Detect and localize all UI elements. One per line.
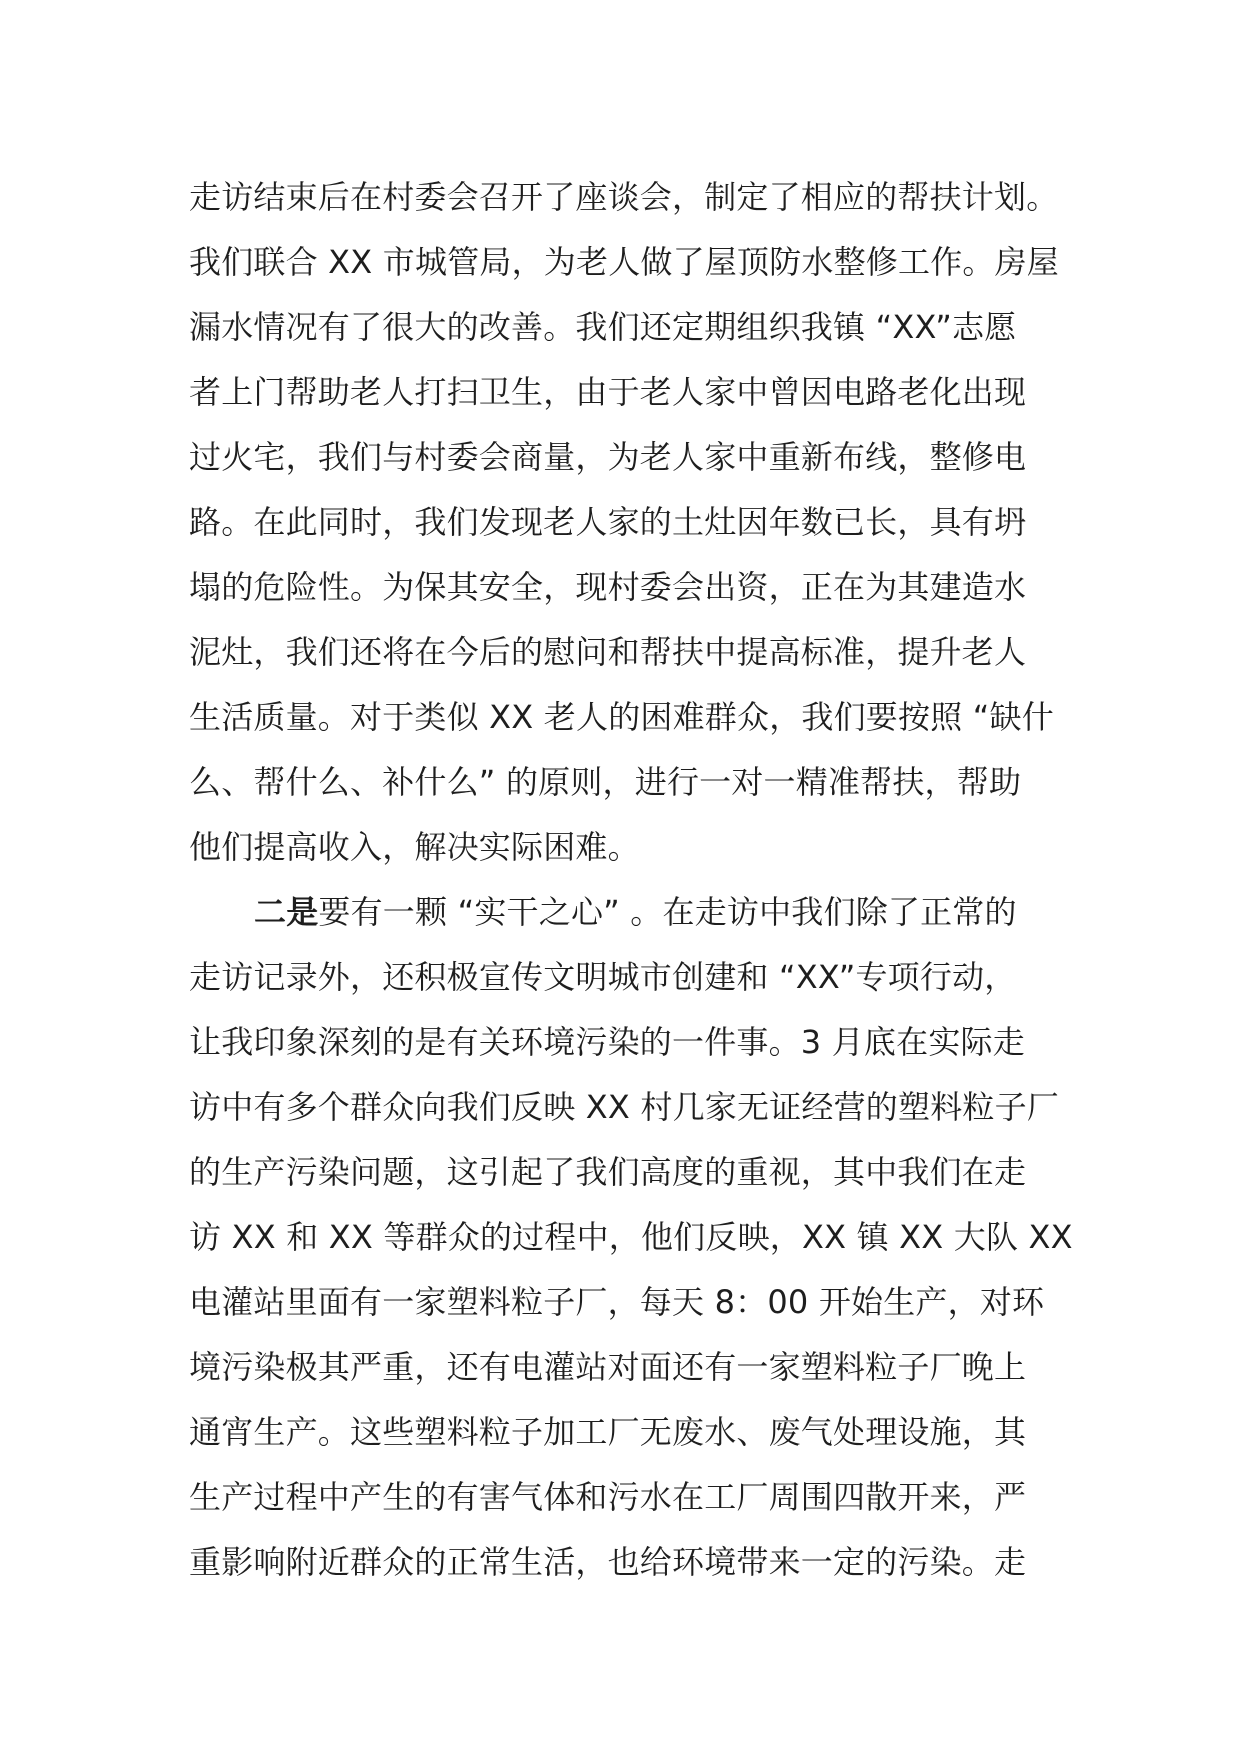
text-line: 通宵生产。这些塑料粒子加工厂无废水、废气处理设施，其 — [189, 1413, 1027, 1451]
text-line: 电灌站里面有一家塑料粒子厂，每天 8：00 开始生产，对环 — [189, 1283, 1045, 1321]
text-line: 走访记录外，还积极宣传文明城市创建和 “XX”专项行动， — [189, 958, 1017, 996]
body-text — [189, 165, 1073, 1595]
text-line: 他们提高收入，解决实际困难。 — [189, 828, 640, 866]
text-line: 访中有多个群众向我们反映 XX 村几家无证经营的塑料粒子厂 — [189, 1088, 1059, 1126]
text-line: 塌的危险性。为保其安全，现村委会出资，正在为其建造水 — [189, 568, 1027, 606]
text-line: 泥灶，我们还将在今后的慰问和帮扶中提高标准，提升老人 — [189, 633, 1027, 671]
text-line: 漏水情况有了很大的改善。我们还定期组织我镇 “XX”志愿 — [189, 308, 1017, 346]
text-line: 走访结束后在村委会召开了座谈会，制定了相应的帮扶计划。 — [189, 178, 1059, 216]
paragraph-2 — [189, 880, 1073, 1595]
text-line: 境污染极其严重，还有电灌站对面还有一家塑料粒子厂晚上 — [189, 1348, 1027, 1386]
paragraph-first-line-text: 要有一颗 “实干之心” 。在走访中我们除了正常的 — [318, 893, 1017, 931]
paragraph-lead: 二是 — [254, 893, 319, 931]
text-line: 过火宅，我们与村委会商量，为老人家中重新布线，整修电 — [189, 438, 1027, 476]
text-line: 生活质量。对于类似 XX 老人的困难群众，我们要按照 “缺什 — [189, 698, 1054, 736]
paragraph-1 — [189, 165, 1069, 880]
text-line: 么、帮什么、补什么” 的原则，进行一对一精准帮扶，帮助 — [189, 763, 1022, 801]
text-line: 的生产污染问题，这引起了我们高度的重视，其中我们在走 — [189, 1153, 1027, 1191]
text-line: 我们联合 XX 市城管局，为老人做了屋顶防水整修工作。房屋 — [189, 243, 1059, 281]
text-line: 重影响附近群众的正常生活，也给环境带来一定的污染。走 — [189, 1543, 1027, 1581]
text-line: 生产过程中产生的有害气体和污水在工厂周围四散开来，严 — [189, 1478, 1027, 1516]
text-line: 让我印象深刻的是有关环境污染的一件事。3 月底在实际走 — [189, 1023, 1025, 1061]
text-line: 者上门帮助老人打扫卫生，由于老人家中曾因电路老化出现 — [189, 373, 1027, 411]
paragraph-first-line — [189, 880, 1069, 945]
text-line: 访 XX 和 XX 等群众的过程中，他们反映，XX 镇 XX 大队 XX — [189, 1218, 1073, 1256]
text-line: 路。在此同时，我们发现老人家的土灶因年数已长，具有坍 — [189, 503, 1027, 541]
